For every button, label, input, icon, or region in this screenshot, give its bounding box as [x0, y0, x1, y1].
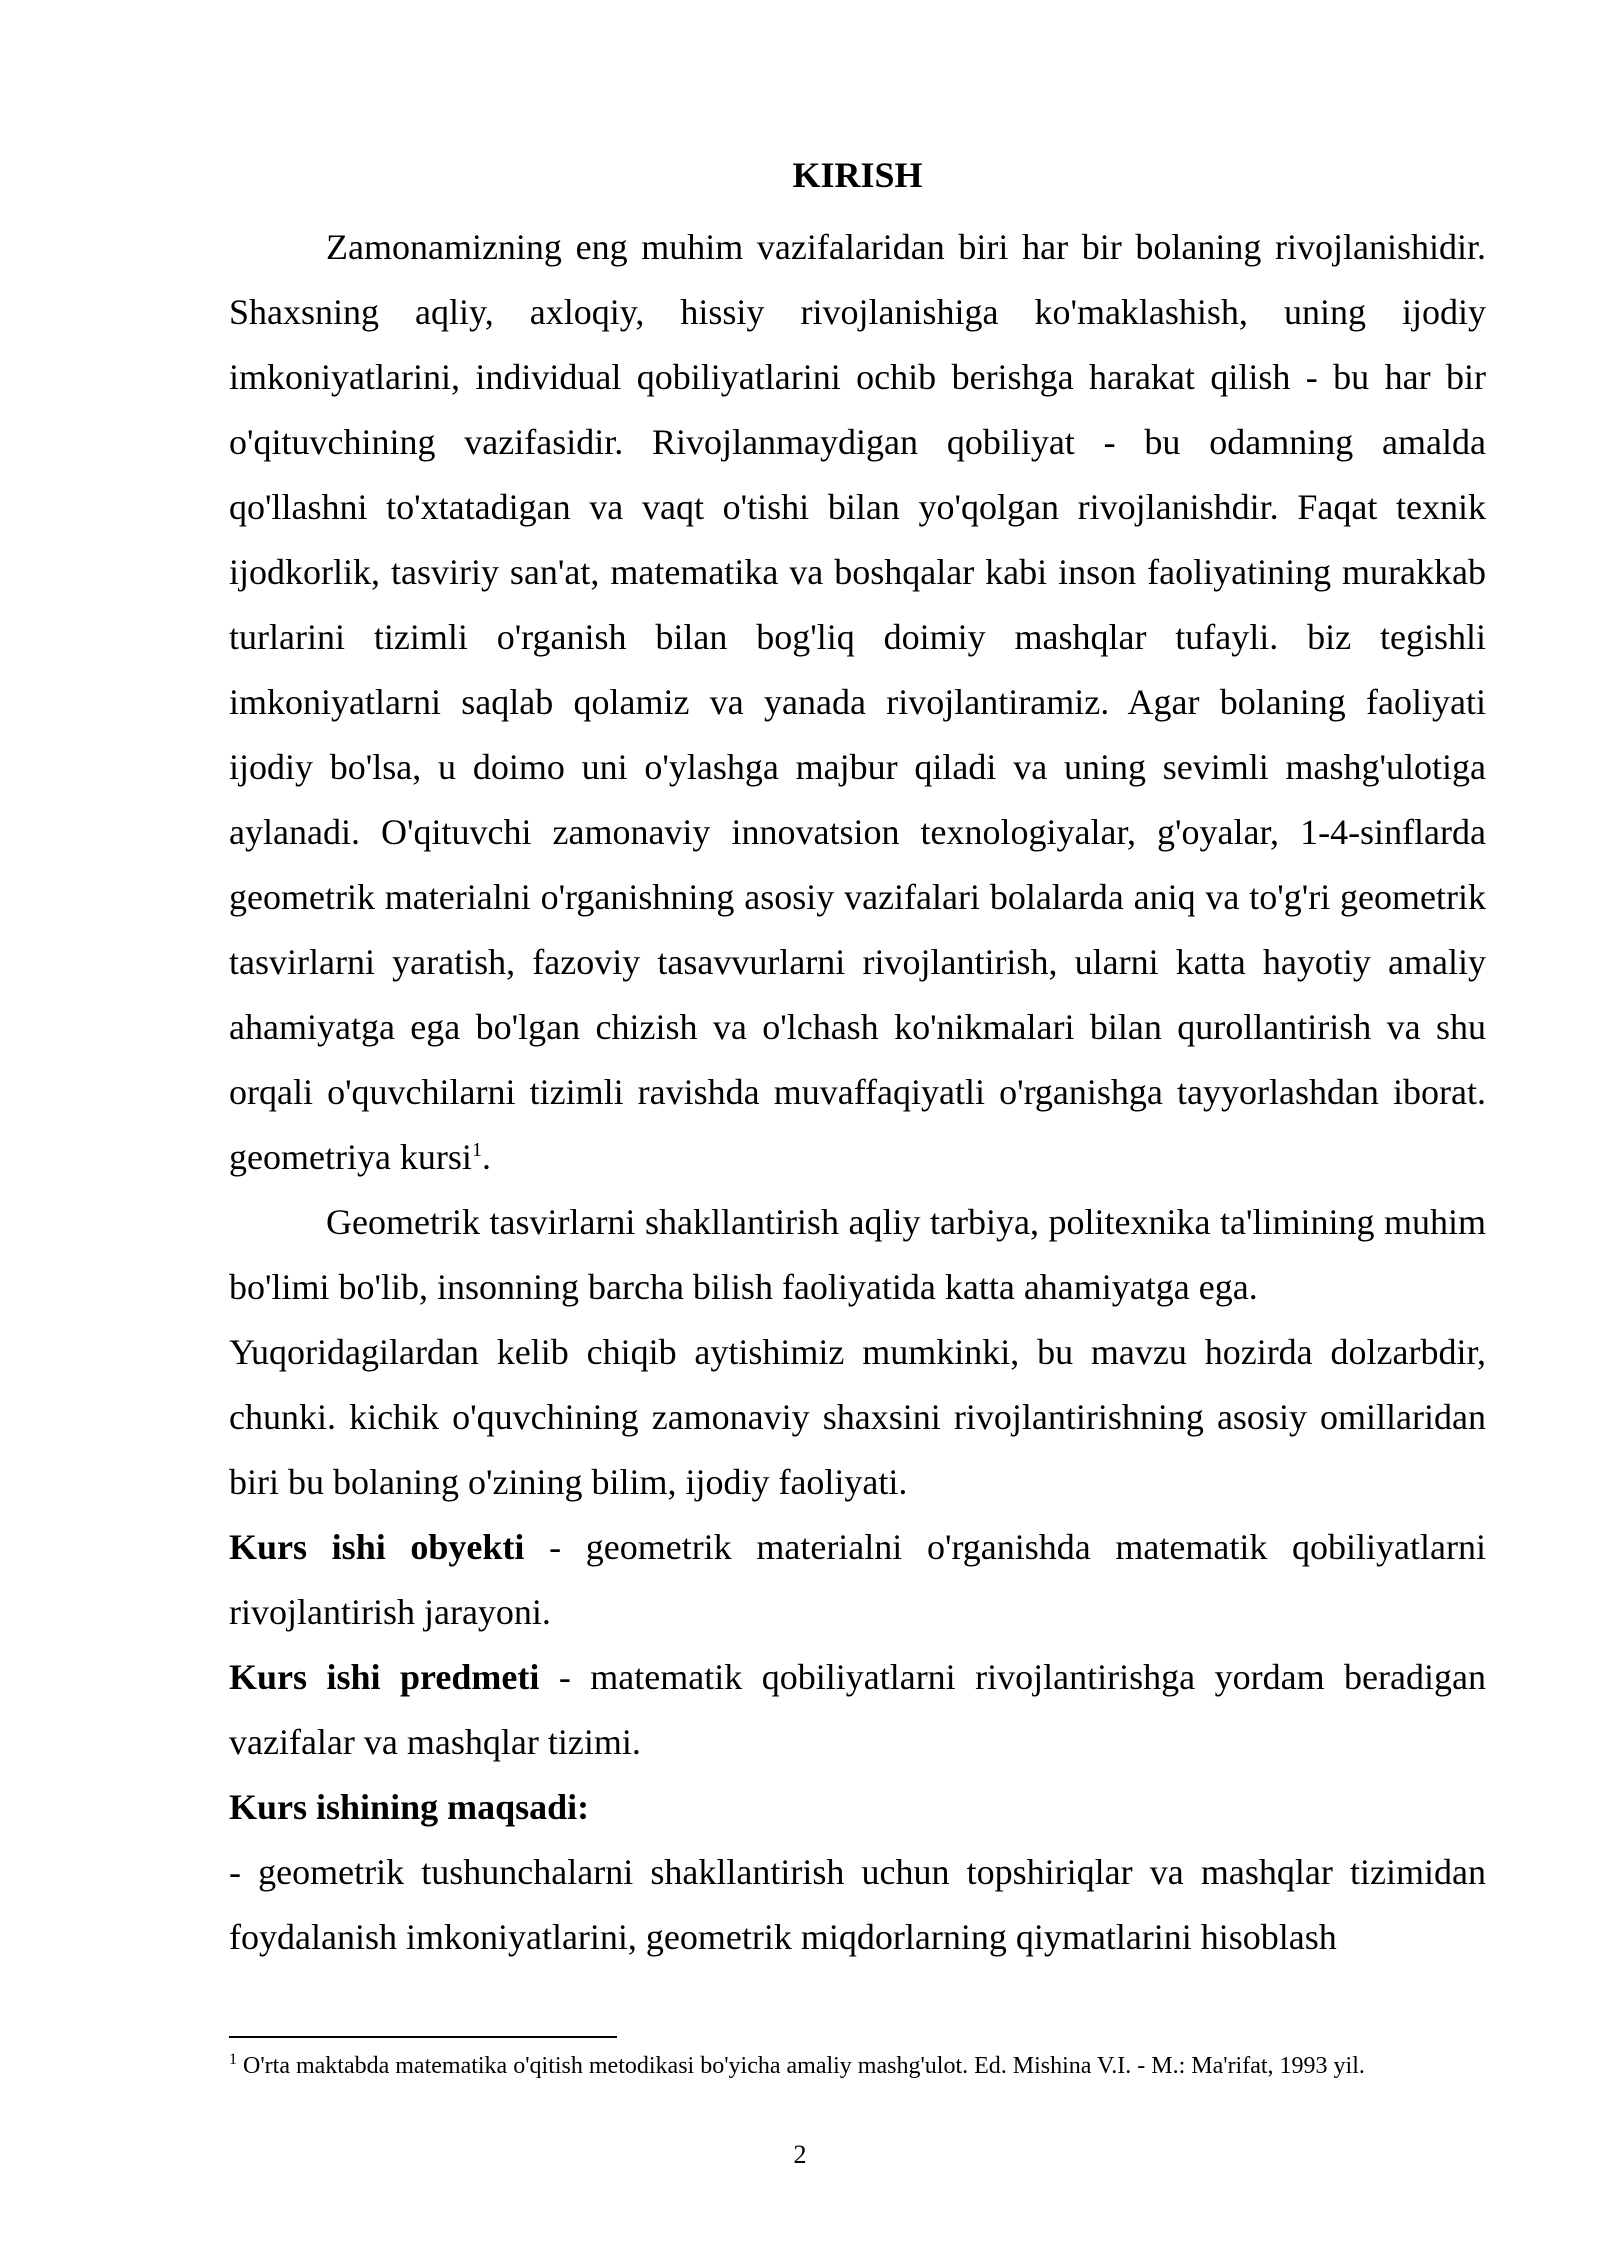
intro-paragraph-text: Zamonamizning eng muhim vazifalaridan biri har bir bolaning rivojlanishidir. Shaxsning aqliy, axloqiy, hissiy rivojlanishiga ko'maklashish, uning ijodiy imkoniyatlarini, individual qobiliyatlarini ochib berishga harakat qilish - bu har bir o'qituvchining vazifasidir. Rivojlanmaydigan qobiliyat - bu odamning amalda qo'llashni to'xtatadigan va vaqt o'tishi bilan yo'qolgan rivojlanishdir. Faqat texnik ijodkorlik, tasviriy san'at, matematika va boshqalar kabi inson faoliyatining murakkab turlarini tizimli o'rganish bilan bog'liq doimiy mashqlar tufayli. biz tegishli imkoniyatlarni saqlab qolamiz va yanada rivojlantiramiz. Agar bolaning faoliyati ijodiy bo'lsa, u doimo uni o'ylashga majbur qiladi va uning sevimli mashg'ulotiga aylanadi. O'qituvchi zamonaviy innovatsion texnologiyalar, g'oyalar, 1-4-sinflarda geometrik materialni o'rganishning asosiy vazifalari bolalarda aniq va to'g'ri geometrik tasvirlarni yaratish, fazoviy tasavvurlarni rivojlantirish, ularni katta hayotiy amaliy ahamiyatga ega bo'lgan chizish va o'lchash ko'nikmalari bilan qurollantirish va shu orqali o'quvchilarni tizimli ravishda muvaffaqiyatli o'rganishga tayyorlashdan iborat. geometriya kursi: [229, 227, 1486, 1177]
goal-heading: Kurs ishining maqsadi:: [229, 1787, 590, 1827]
relevance-paragraph: Yuqoridagilardan kelib chiqib aytishimiz mumkinki, bu mavzu hozirda dolzarbdir, chunki. kichik o'quvchining zamonaviy shaxsini rivojlantirishning asosiy omillaridan biri bu bolaning o'zining bilim, ijodiy faoliyati.: [229, 1332, 1486, 1502]
footnote: [229, 2050, 1486, 2083]
document-body: [229, 150, 1486, 1970]
goal-paragraph: - geometrik tushunchalarni shakllantirish uchun topshiriqlar va mashqlar tizimidan foydalanish imkoniyatlarini, geometrik miqdorlarning qiymatlarini hisoblash: [229, 1852, 1486, 1957]
object-label: Kurs ishi obyekti: [229, 1527, 525, 1567]
footnote-separator: [229, 2036, 617, 2038]
subject-paragraph: [229, 1645, 1486, 1775]
page-number: 2: [793, 2140, 807, 2169]
object-paragraph: [229, 1515, 1486, 1645]
intro-paragraph: [229, 215, 1486, 1190]
subject-label: Kurs ishi predmeti: [229, 1657, 540, 1697]
geometry-paragraph: Geometrik tasvirlarni shakllantirish aqliy tarbiya, politexnika ta'limining muhim bo'limi bo'lib, insonning barcha bilish faoliyatida katta ahamiyatga ega.: [229, 1202, 1486, 1307]
object-text: - geometrik materialni o'rganishda matematik qobiliyatlarni rivojlantirish jarayoni.: [229, 1527, 1486, 1632]
footnote-reference: 1: [471, 1139, 482, 1161]
intro-paragraph-end: .: [481, 1137, 491, 1177]
footnote-marker: 1: [229, 2051, 237, 2068]
section-heading: KIRISH: [792, 155, 923, 195]
subject-text: - matematik qobiliyatlarni rivojlantirishga yordam beradigan vazifalar va mashqlar tizimi.: [229, 1657, 1486, 1762]
footnote-text: O'rta maktabda matematika o'qitish metodikasi bo'yicha amaliy mashg'ulot. Ed. Mishina V.I. - M.: Ma'rifat, 1993 yil.: [237, 2053, 1365, 2079]
